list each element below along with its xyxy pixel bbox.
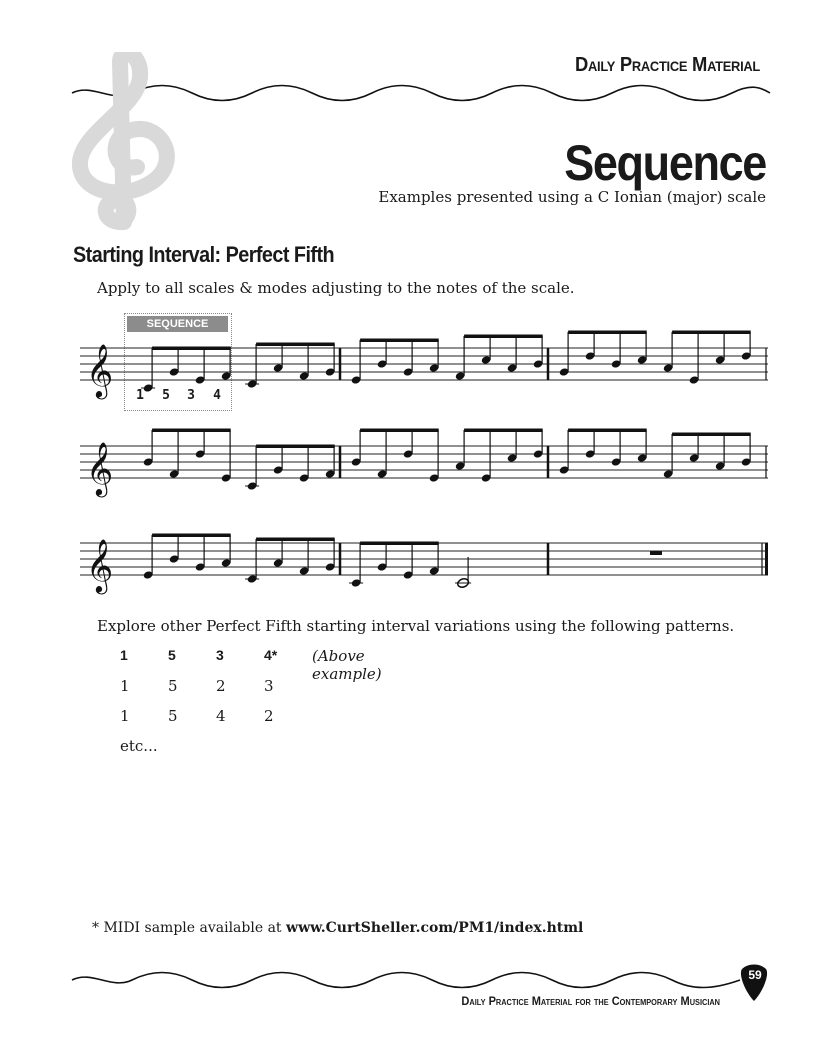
final-bar-thick [765,543,768,575]
music-staff-3 [80,515,780,615]
sequence-number: 5 [162,388,170,403]
footnote-link[interactable]: www.CurtSheller.com/PM1/index.html [286,920,584,936]
note-beam [152,347,231,351]
pattern-number: 2 [264,707,274,725]
treble-clef-icon: 𝄞 [86,441,114,495]
pattern-number: 1 [120,707,130,725]
sequence-number: 4 [213,388,221,403]
pattern-number: 4 [216,707,226,725]
page-subtitle: Examples presented using a C Ionian (major) scale [378,188,766,206]
pattern-number: 5 [168,677,178,695]
note-beam [360,339,439,343]
pattern-number: 5 [168,707,178,725]
wavy-divider [0,966,816,996]
note-beam [464,429,543,433]
note-beam [256,445,335,449]
note-beam [672,433,751,437]
treble-clef-icon: 𝄞 [86,538,114,592]
footnote [92,920,583,936]
note-beam [152,534,231,538]
pattern-number: 3 [264,677,274,695]
note-beam [360,429,439,433]
note-beam [464,335,543,339]
note-beam [256,343,335,347]
music-staff-2 [80,418,780,518]
music-staff-1 [80,320,780,420]
pattern-number: 4* [264,647,278,663]
page-title: Sequence [564,135,766,191]
section-instruction: Apply to all scales & modes adjusting to the notes of the scale. [97,279,575,297]
pattern-number: 1 [120,647,128,663]
note-beam [672,331,751,335]
pattern-number: 3 [216,647,224,663]
section-heading: Starting Interval: Perfect Fifth [73,242,335,267]
pattern-number: 1 [120,677,130,695]
pattern-number: 5 [168,647,176,663]
note-beam [568,331,647,335]
sequence-number: 3 [187,388,195,403]
page-number: 59 [748,968,762,982]
pattern-number: 2 [216,677,226,695]
whole-rest [650,551,662,555]
sequence-label: SEQUENCE [127,316,228,332]
sequence-number: 1 [136,388,144,403]
note-beam [360,542,439,546]
note-beam [152,429,231,433]
treble-clef-watermark-icon [62,52,192,232]
etc-text: etc... [120,737,158,755]
explore-text: Explore other Perfect Fifth starting interval variations using the following patterns. [97,617,735,635]
treble-clef-icon: 𝄞 [86,343,114,397]
footnote-text: * MIDI sample available at [92,920,287,936]
note-beam [568,429,647,433]
pattern-note: (Above example) [312,647,382,683]
footer-title: Daily Practice Material for the Contemporary Musician [461,994,720,1008]
note-beam [256,538,335,542]
header-title: Daily Practice Material [574,54,760,76]
